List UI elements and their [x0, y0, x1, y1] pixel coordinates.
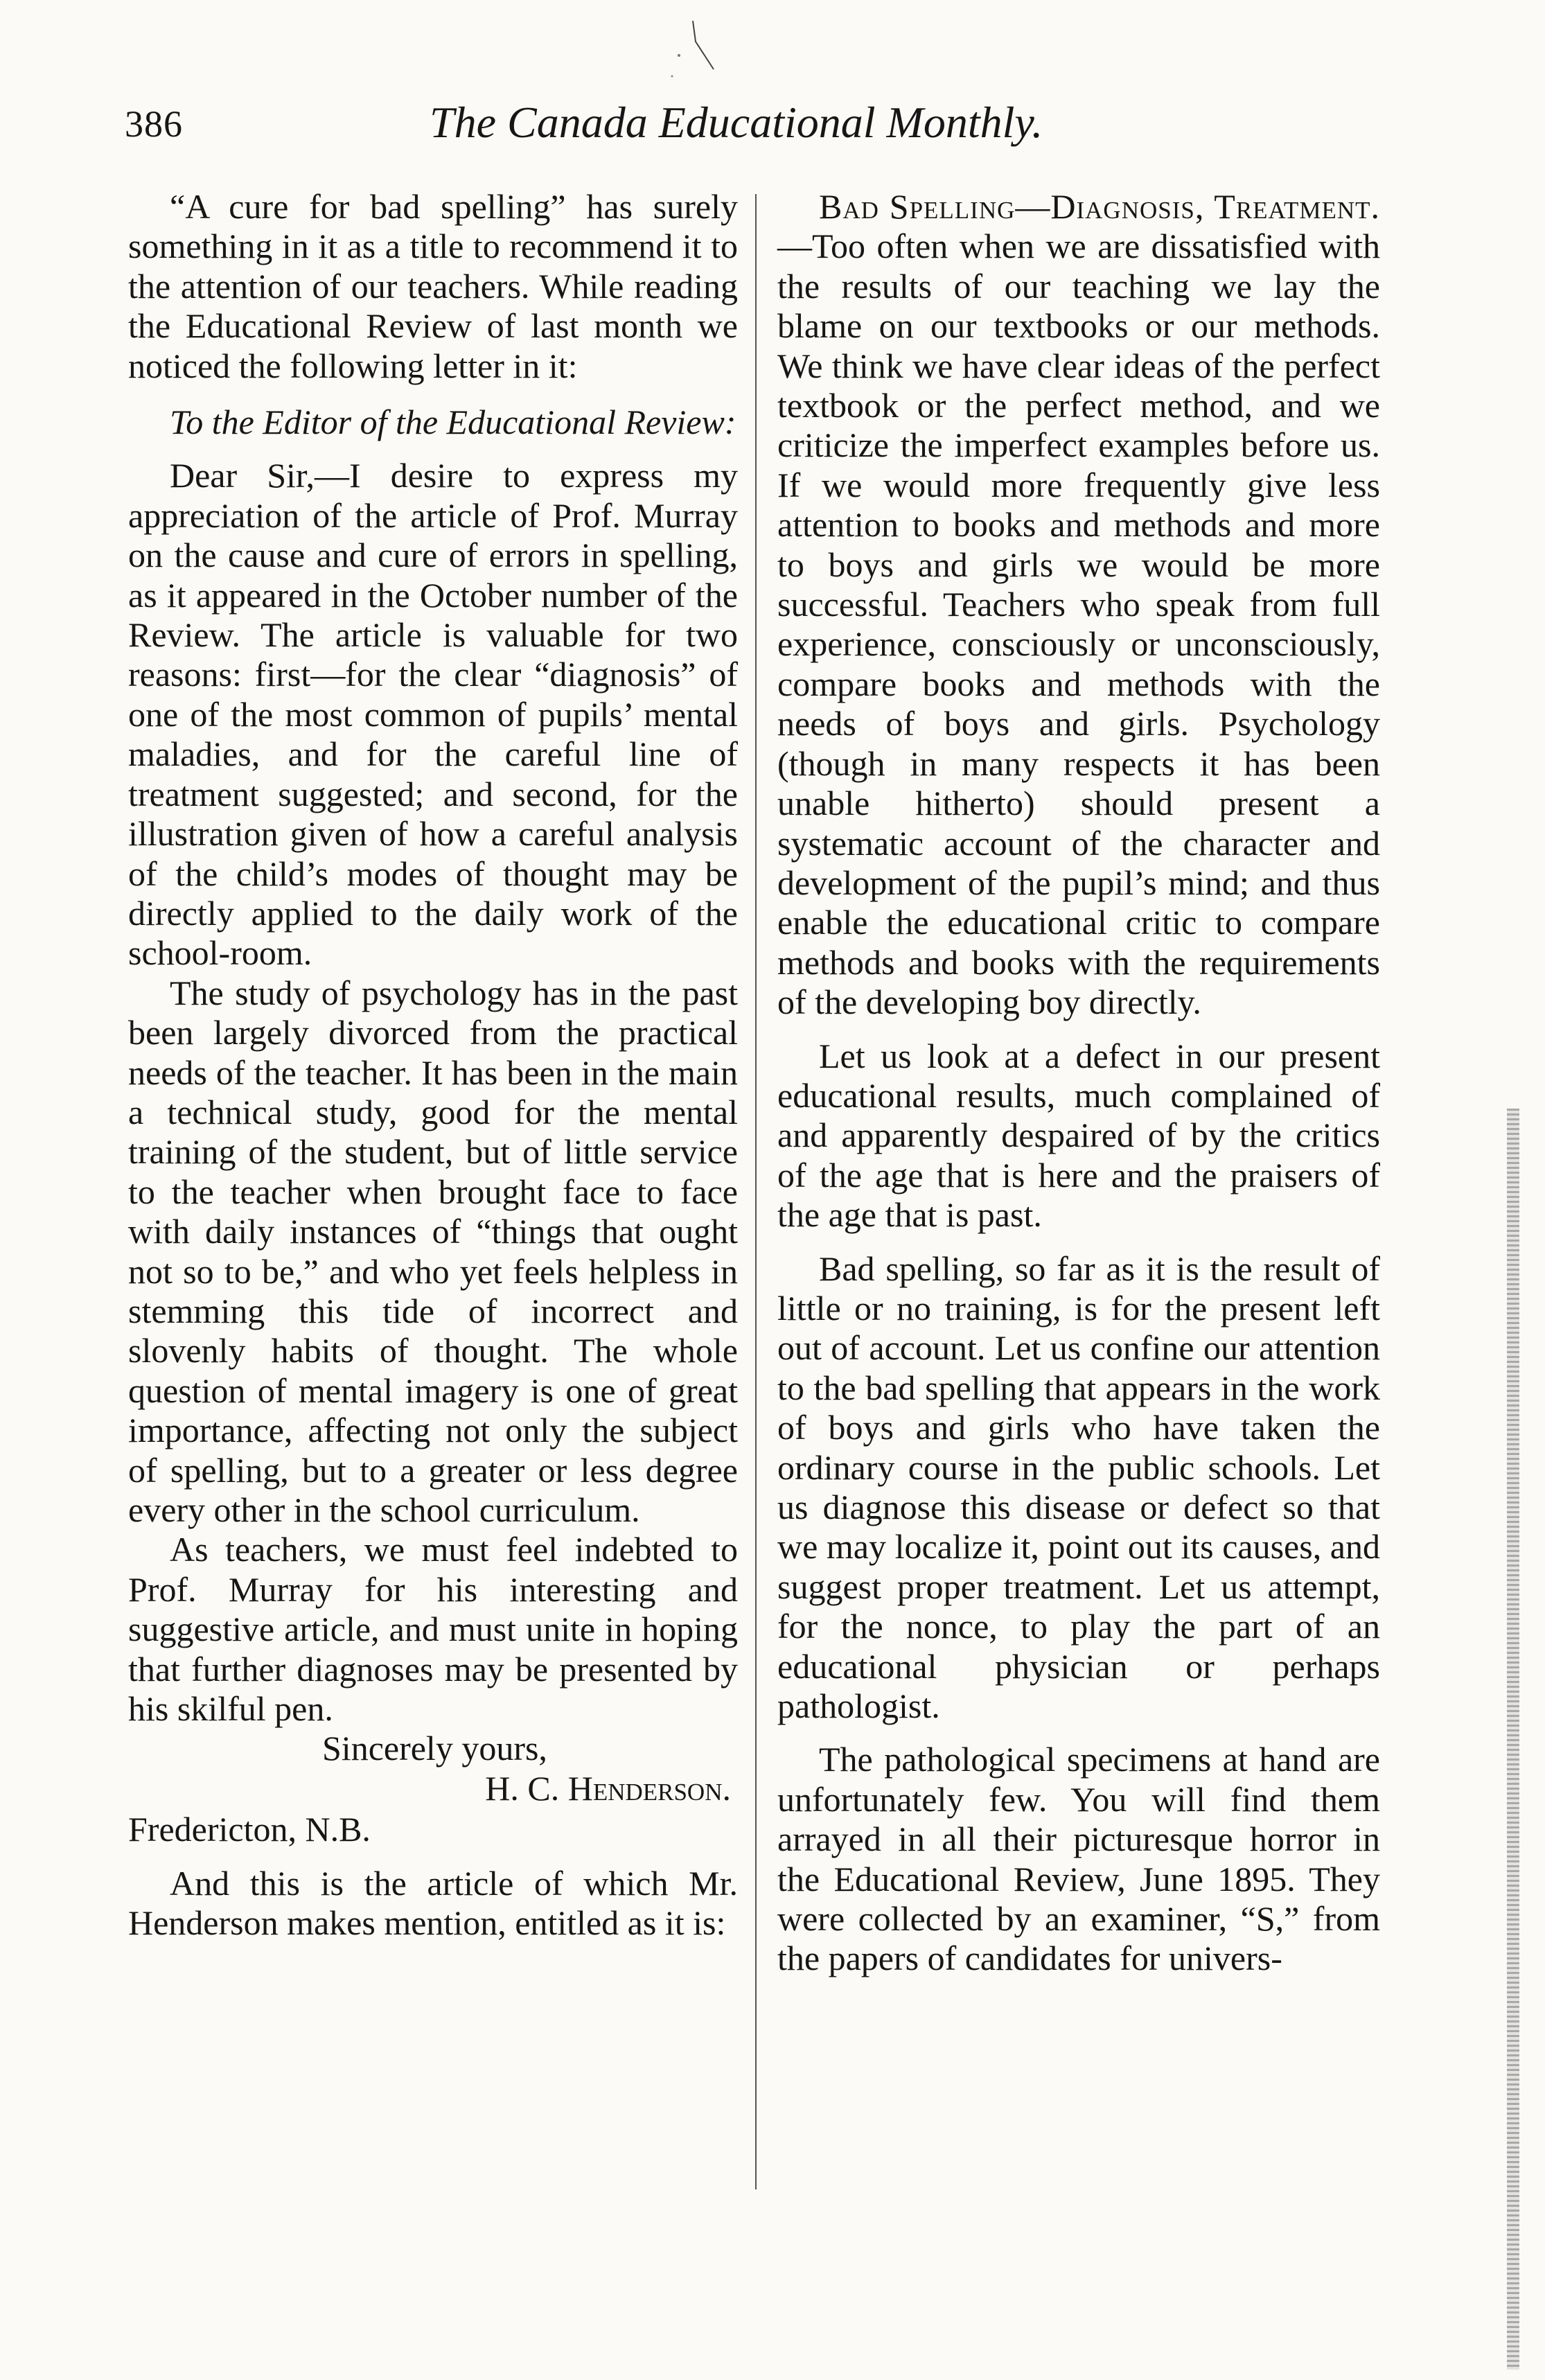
scan-edge-mark — [1507, 1109, 1519, 2370]
article-paragraph-1-text: —Too often when we are dissatisfied with the results of our teaching we lay the blame on our textbooks or our methods. We think we have clear ideas of the perfect textbook or the perfect method, and we criticize the imperfect examples before us. If we would more frequently give less attention to books and methods and more to boys and girls we would be more successful. Teachers who speak from full experience, consciously or unconsciously, compare books and methods with the needs of boys and girls. Psychology (though in many respects it has been unable hitherto) should present a systematic account of the character and development of the pupil’s mind; and thus enable the educational critic to compare methods and books with the requirements of the developing boy directly. — [777, 227, 1380, 1022]
letter-paragraph-1: Dear Sir,—I desire to express my appreciation of the article of Prof. Murray on the cause and cure of errors in spelling, as it appeared in the October number of the Review. The article is valuable for two reasons: first—for the clear “diagnosis” of one of the most common of pupils’ mental maladies, and for the careful line of treatment suggested; and second, for the illustration given of how a careful analysis of the child’s modes of thought may be directly applied to the daily work of the school-room. — [128, 456, 738, 973]
left-column — [128, 187, 738, 1943]
letter-signature: H. C. Henderson. — [485, 1768, 731, 1808]
article-heading: Bad Spelling—Diagnosis, Treatment. — [819, 187, 1380, 226]
letter-paragraph-3: As teachers, we must feel indebted to Prof. Murray for his interesting and suggestive article, and must unite in hoping that further diagnoses may be presented by his skilful pen. — [128, 1530, 738, 1729]
article-paragraph-4: The pathological specimens at hand are unfortunately few. You will find them arrayed in all their picturesque horror in the Educational Review, June 1895. They were collected by an examiner, “S,” from the papers of candidates for univers- — [777, 1740, 1380, 1978]
letter-paragraph-2: The study of psychology has in the past been largely divorced from the practical needs of the teacher. It has been in the main a technical study, good for the mental training of the student, but of little service to the teacher when brought face to face with daily instances of “things that ought not so to be,” and who yet feels helpless in stemming this tide of incorrect and slovenly habits of thought. The whole question of mental imagery is one of great importance, affecting not only the subject of spelling, but to a greater or less degree every other in the school curriculum. — [128, 973, 738, 1529]
running-title: The Canada Educational Monthly. — [430, 98, 1043, 147]
scan-specks — [665, 14, 734, 97]
letter-closing: Sincerely yours, — [322, 1729, 547, 1768]
page-number: 386 — [125, 103, 183, 145]
closing-paragraph: And this is the article of which Mr. Henderson makes mention, entitled as it is: — [128, 1863, 738, 1943]
page-header — [125, 97, 1109, 159]
article-paragraph-1 — [777, 187, 1380, 1023]
letter-place: Fredericton, N.B. — [128, 1810, 371, 1849]
right-column — [777, 187, 1380, 1979]
article-paragraph-3: Bad spelling, so far as it is the result of little or no training, is for the present left out of account. Let us confine our attention to the bad spelling that appears in the work of boys and girls who have taken the ordinary course in the public schools. Let us diagnose this disease or defect so that we may localize it, point out its causes, and suggest proper treatment. Let us attempt, for the nonce, to play the part of an educational physician or perhaps pathologist. — [777, 1249, 1380, 1726]
intro-paragraph: “A cure for bad spelling” has surely something in it as a title to recommend it to the attention of our teachers. While reading the Educational Review of last month we noticed the following letter in it: — [128, 187, 738, 385]
column-divider — [755, 194, 757, 2189]
letter-salutation: To the Editor of the Educational Review: — [170, 403, 736, 442]
article-paragraph-2: Let us look at a defect in our present educational results, much complained of and apparently despaired of by the critics of the age that is here and the praisers of the age that is past. — [777, 1036, 1380, 1235]
